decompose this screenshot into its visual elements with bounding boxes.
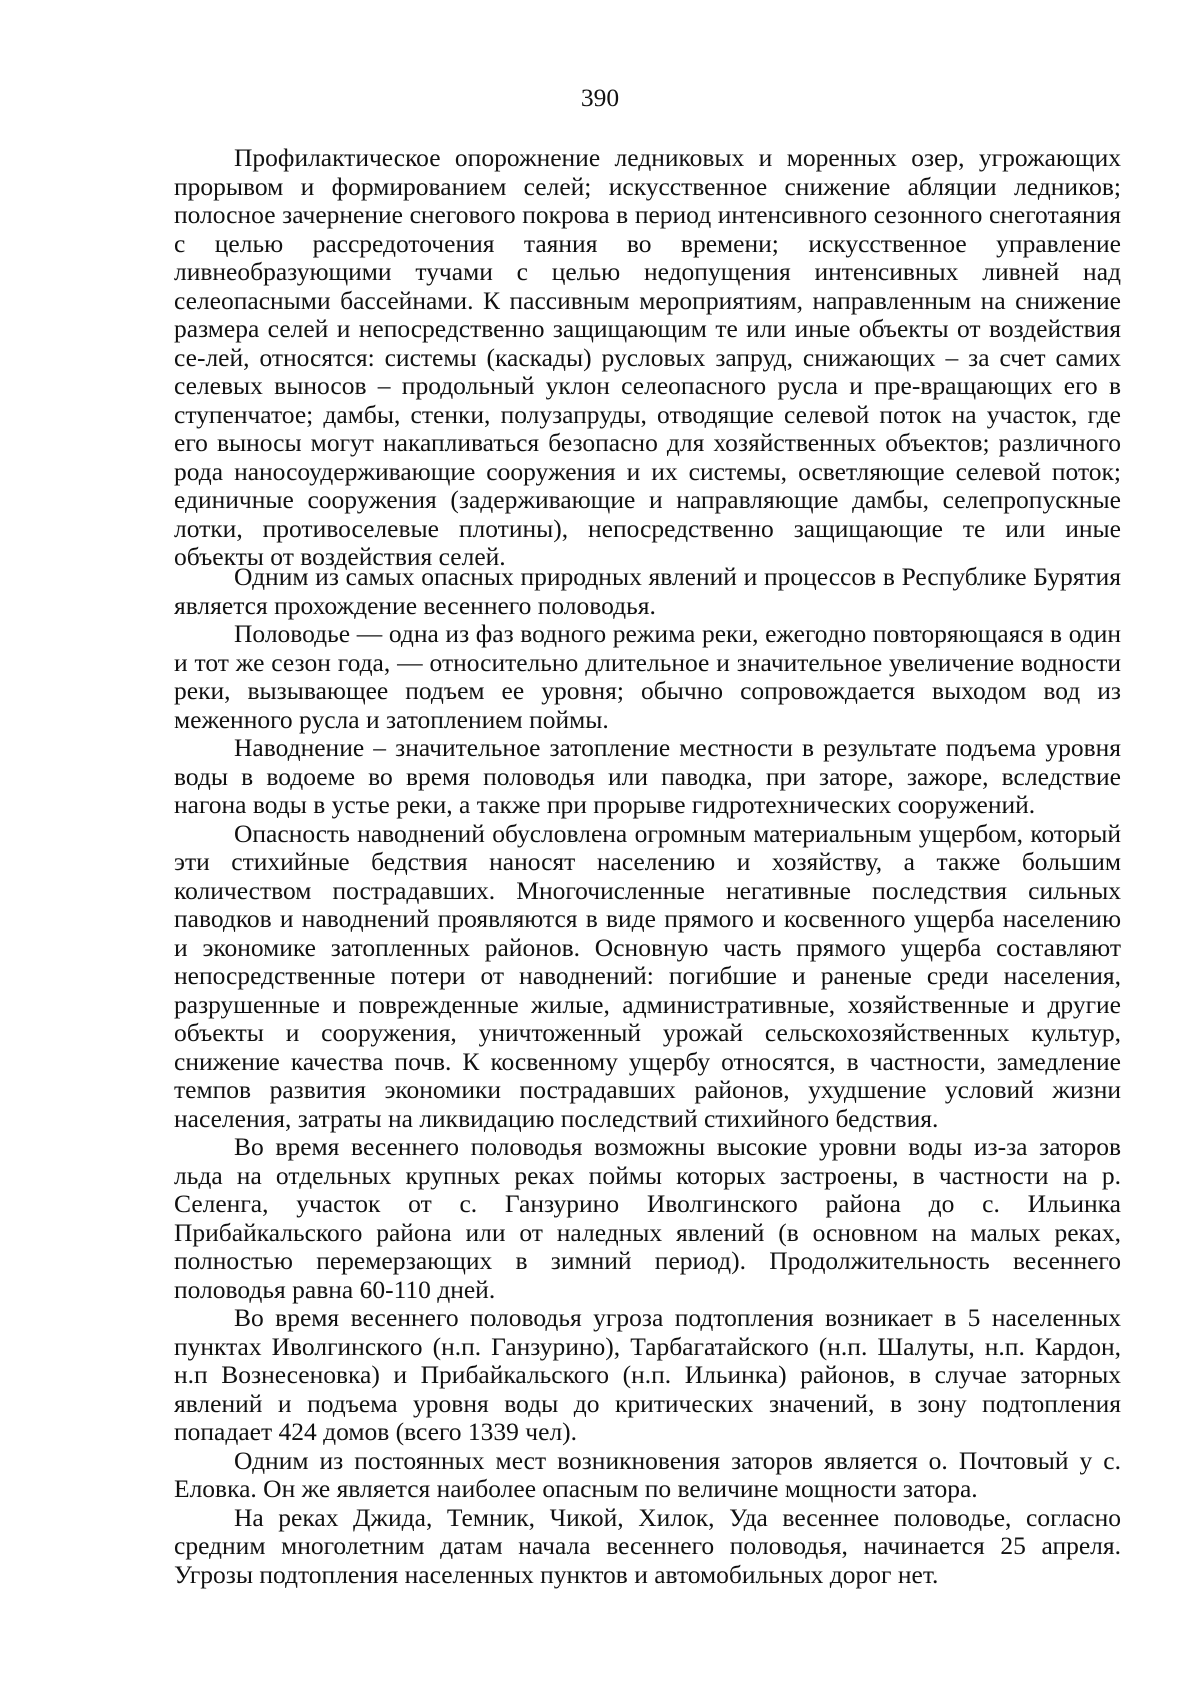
paragraph: Опасность наводнений обусловлена огромным материальным ущербом, который эти стихийные бедствия наносят населению и хозяйству, а также большим количеством пострадавших. Многочисленные негативные последствия сильных паводков и наводнений проявляются в виде прямого и косвенного ущерба населению и экономике затопленных районов. Основную часть прямого ущерба составляют непосредственные потери от наводнений: погибшие и раненые среди населения, разрушенные и поврежденные жилые, административные, хозяйственные и другие объекты и сооружения, уничтоженный урожай сельскохозяйственных культур, снижение качества почв. К косвенному ущербу относятся, в частности, замедление темпов развития экономики пострадавших районов, ухудшение условий жизни населения, затраты на ликвидацию последствий стихийного бедствия. [174,818,1121,1133]
paragraph: Одним из постоянных мест возникновения заторов является о. Почтовый у с. Еловка. Он же является наиболее опасным по величине мощности затора. [174,1445,1121,1503]
paragraph: Во время весеннего половодья угроза подтопления возникает в 5 населенных пунктах Иволгинского (н.п. Ганзурино), Тарбагатайского (н.п. Шалуты, н.п. Кардон, н.п Вознесеновка) и Прибайкальского (н.п. Ильинка) районов, в случае заторных явлений и подъема уровня воды до критических значений, в зону подтопления попадает 424 домов (всего 1339 чел). [174,1303,1121,1446]
paragraph: Одним из самых опасных природных явлений и процессов в Республике Бурятия является прохождение весеннего половодья. [174,562,1121,620]
paragraph: Половодье — одна из фаз водного режима реки, ежегодно повторяющаяся в один и тот же сезон года, — относительно длительное и значительное увеличение водности реки, вызывающее подъем ее уровня; обычно сопровождается выходом вод из меженного русла и затоплением поймы. [174,619,1121,734]
paragraph: Профилактическое опорожнение ледниковых и моренных озер, угрожающих прорывом и формированием селей; искусственное снижение абляции ледников; полосное зачернение снегового покрова в период интенсивного сезонного снеготаяния с целью рассредоточения таяния во времени; искусственное управление ливнеобразующими тучами с целью недопущения интенсивных ливней над селеопасными бассейнами. К пассивным мероприятиям, направленным на снижение размера селей и непосредственно защищающим те или иные объекты от воздействия се-лей, относятся: системы (каскады) русловых запруд, снижающих – за счет самих селевых выносов – продольный уклон селеопасного русла и пре-вращающих его в ступенчатое; дамбы, стенки, полузапруды, отводящие селевой поток на участок, где его выносы могут накапливаться безопасно для хозяйственных объектов; различного рода наносоудерживающие сооружения и их системы, осветляющие селевой поток; единичные сооружения (задерживающие и направляющие дамбы, селепропускные лотки, противоселевые плотины), непосредственно защищающие те или иные объекты от воздействия селей. [174,143,1121,571]
text-block-floods [174,563,1121,1589]
text-block-prevention [174,144,1121,572]
paragraph: На реках Джида, Темник, Чикой, Хилок, Уда весеннее половодье, согласно средним многолетним датам начала весеннего половодья, начинается 25 апреля. Угрозы подтопления населенных пунктов и автомобильных дорог нет. [174,1502,1121,1589]
paragraph: Наводнение – значительное затопление местности в результате подъема уровня воды в водоеме во время половодья или паводка, при заторе, зажоре, вследствие нагона воды в устье реки, а также при прорыве гидротехнических сооружений. [174,733,1121,819]
paragraph: Во время весеннего половодья возможны высокие уровни воды из-за заторов льда на отдельных крупных реках поймы которых застроены, в частности на р. Селенга, участок от с. Ганзурино Иволгинского района до с. Ильинка Прибайкальского района или от наледных явлений (в основном на малых реках, полностью перемерзающих в зимний период). Продолжительность весеннего половодья равна 60-110 дней. [174,1132,1121,1304]
page-number: 390 [580,83,620,112]
